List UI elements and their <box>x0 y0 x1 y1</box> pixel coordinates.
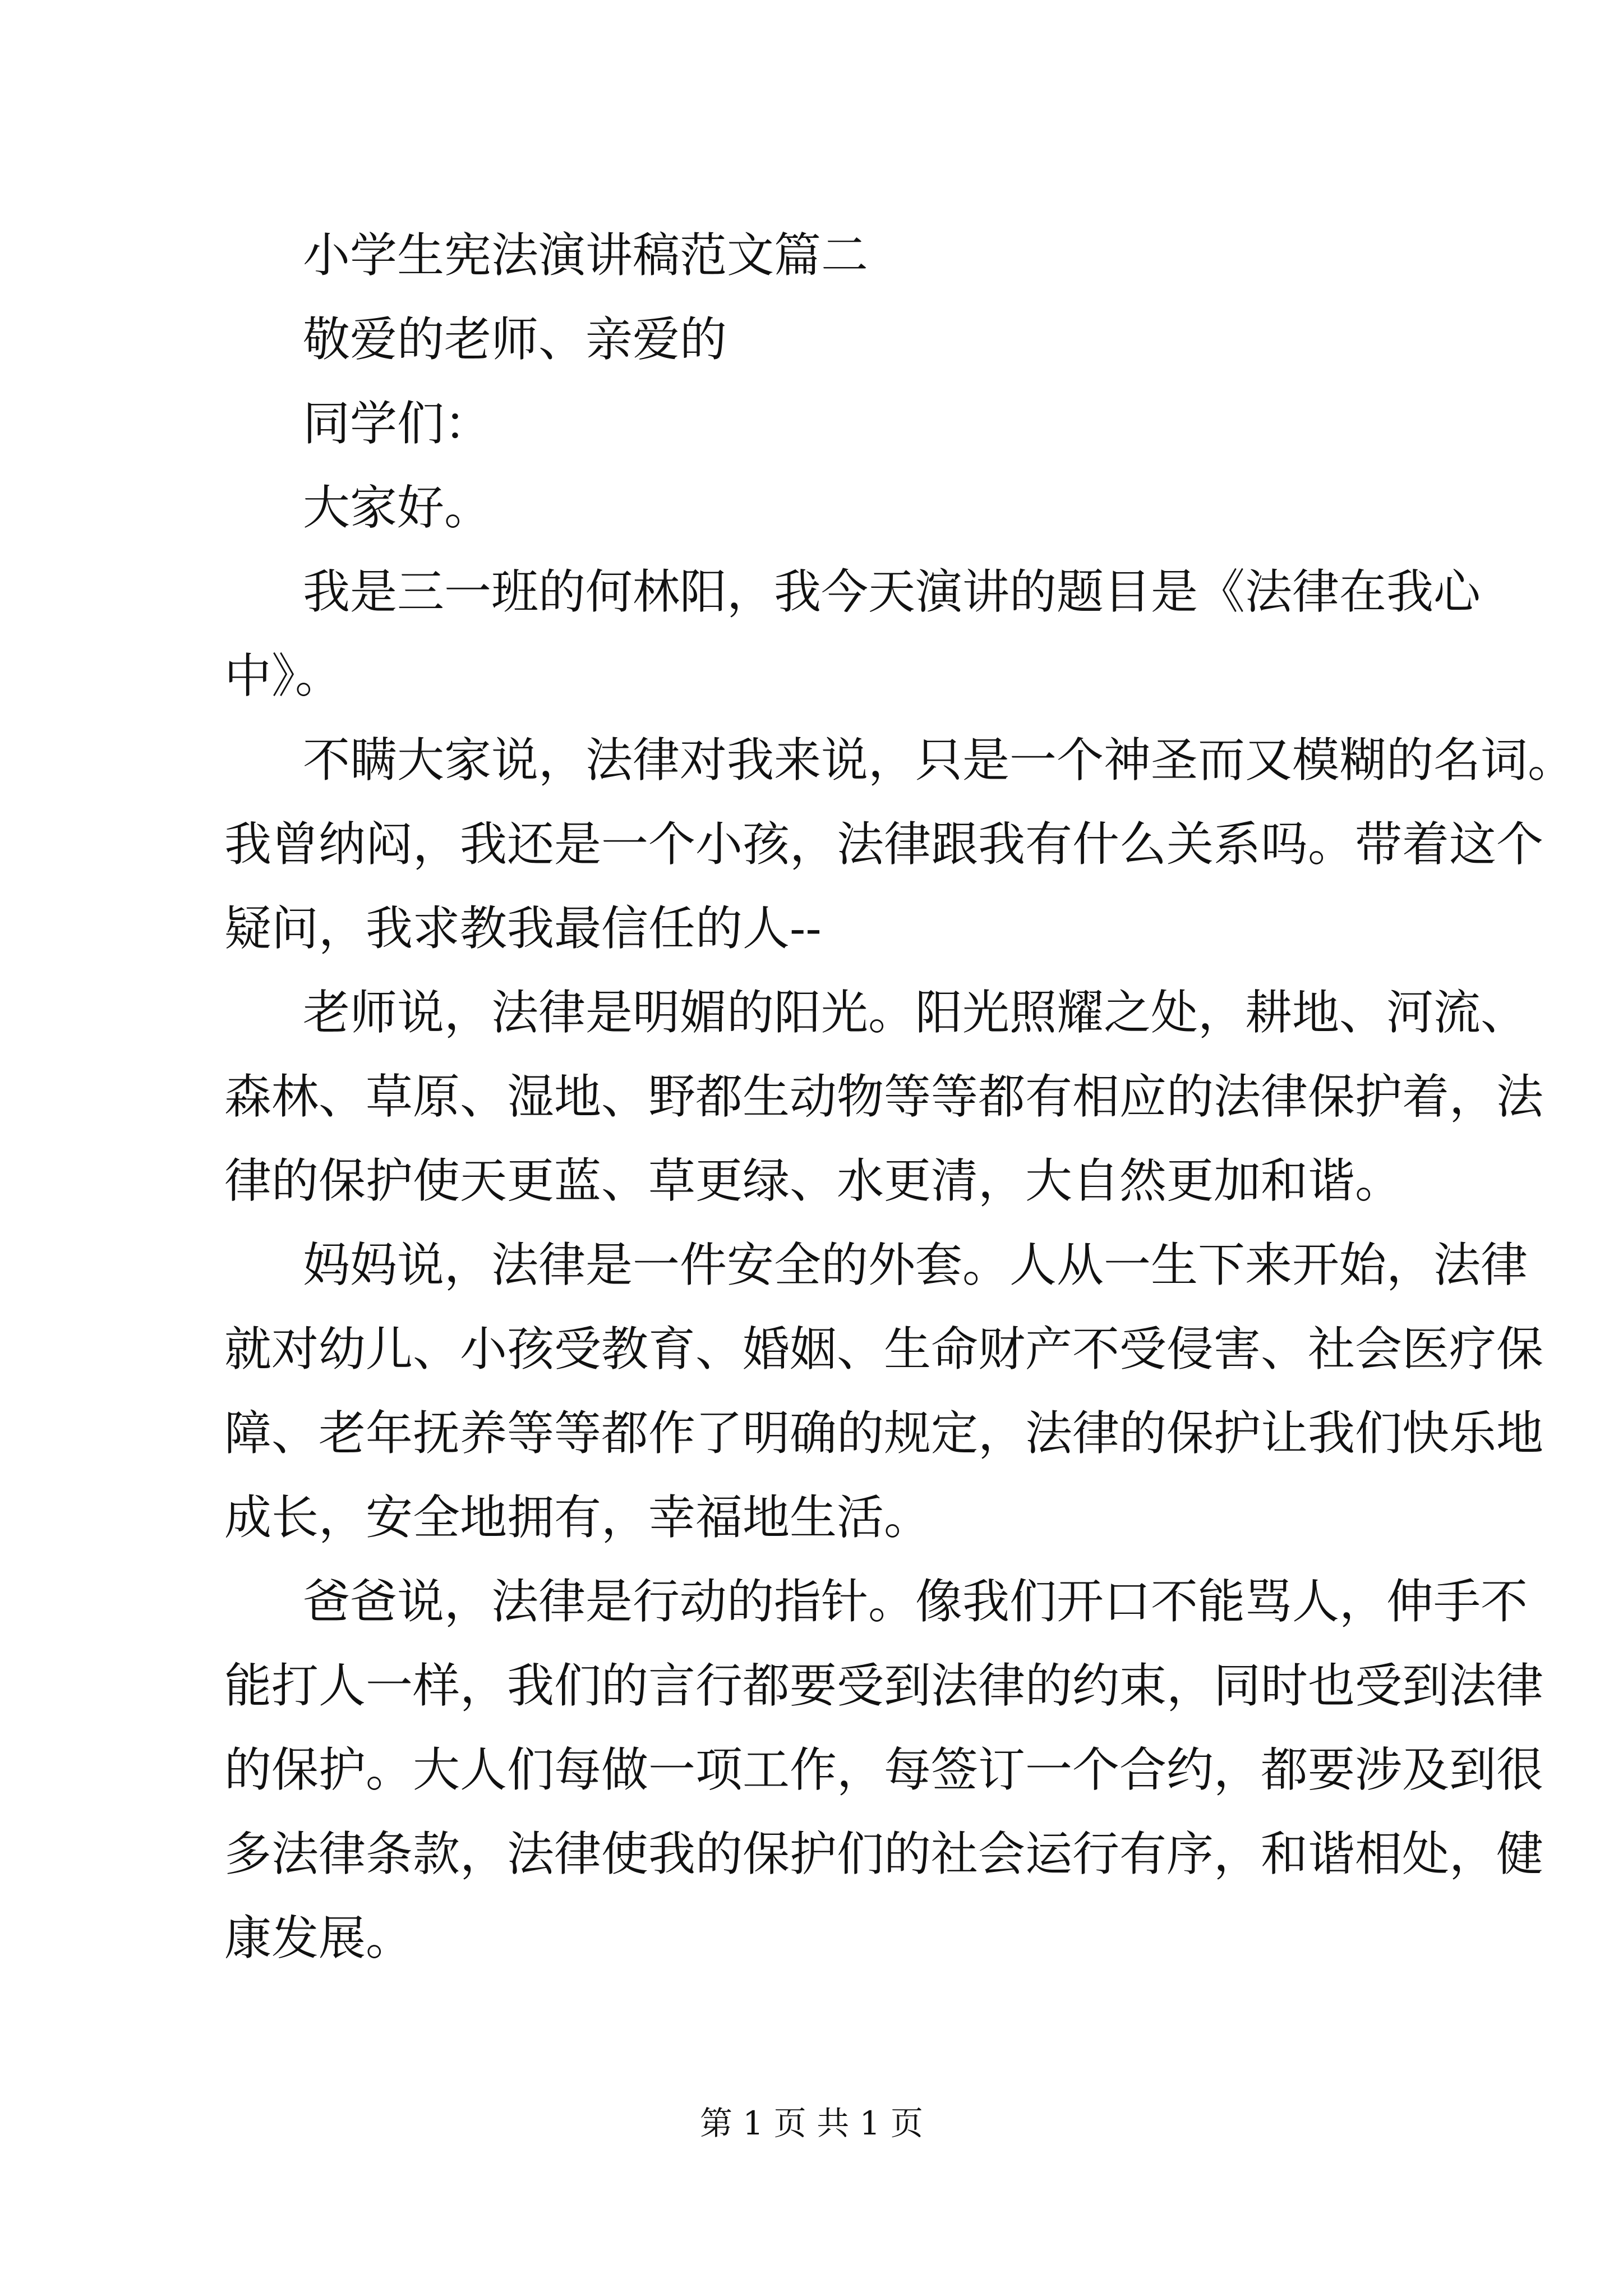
greeting-line: 同学们： <box>303 396 492 451</box>
paragraph-line: 不瞒大家说，法律对我来说，只是一个神圣而又模糊的名词。 <box>303 733 1575 788</box>
paragraph-line: 老师说，法律是明媚的阳光。阳光照耀之处，耕地、河流、 <box>303 985 1528 1040</box>
page-footer: 第 1 页 共 1 页 <box>700 2104 923 2142</box>
paragraph-line: 我是三一班的何林阳，我今天演讲的题目是《法律在我心 <box>303 564 1481 619</box>
paragraph-line: 多法律条款，法律使我的保护们的社会运行有序，和谐相处，健 <box>224 1826 1544 1881</box>
greeting-line: 敬爱的老师、亲爱的 <box>303 312 727 367</box>
paragraph-line: 中》。 <box>224 648 343 703</box>
paragraph-line: 妈妈说，法律是一件安全的外套。人从一生下来开始，法律 <box>303 1237 1528 1292</box>
hello-line: 大家好。 <box>303 480 492 535</box>
paragraph-line: 森林、草原、湿地、野都生动物等等都有相应的法律保护着，法 <box>224 1069 1544 1124</box>
paragraph-line: 康发展。 <box>224 1911 413 1966</box>
paragraph-line: 能打人一样，我们的言行都要受到法律的约束，同时也受到法律 <box>224 1658 1544 1713</box>
paragraph-line: 爸爸说，法律是行动的指针。像我们开口不能骂人，伸手不 <box>303 1574 1528 1629</box>
paragraph-line: 的保护。大人们每做一项工作，每签订一个合约，都要涉及到很 <box>224 1742 1544 1797</box>
paragraph-line: 障、老年抚养等等都作了明确的规定，法律的保护让我们快乐地 <box>224 1406 1544 1461</box>
paragraph-line: 疑问，我求教我最信任的人-- <box>224 901 822 956</box>
document-body <box>224 213 1575 1980</box>
document-title: 小学生宪法演讲稿范文篇二 <box>303 228 869 283</box>
paragraph-line: 就对幼儿、小孩受教育、婚姻、生命财产不受侵害、社会医疗保 <box>224 1322 1544 1377</box>
paragraph-line: 成长，安全地拥有，幸福地生活。 <box>224 1490 932 1545</box>
paragraph-line: 我曾纳闷，我还是一个小孩，法律跟我有什么关系吗。带着这个 <box>224 817 1544 872</box>
paragraph-line: 律的保护使天更蓝、草更绿、水更清，大自然更加和谐。 <box>224 1153 1403 1208</box>
